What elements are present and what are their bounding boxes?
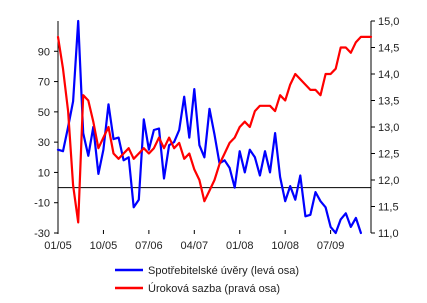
left-tick-label: 10 bbox=[37, 167, 50, 180]
legend bbox=[115, 265, 299, 295]
plot-area bbox=[34, 16, 399, 252]
left-tick-label: -10 bbox=[34, 197, 50, 210]
right-tick-label: 11,5 bbox=[378, 201, 399, 214]
x-tick-label: 07/09 bbox=[316, 240, 345, 252]
x-tick-label: 01/08 bbox=[225, 240, 254, 252]
x-tick-label: 04/07 bbox=[180, 240, 209, 252]
x-axis-ticks bbox=[44, 230, 344, 252]
right-tick-label: 13,5 bbox=[378, 95, 400, 108]
series-layer bbox=[58, 21, 371, 233]
x-tick-label: 01/05 bbox=[44, 240, 72, 252]
left-axis-ticks bbox=[34, 46, 58, 240]
legend-label: Spotřebitelské úvěry (levá osa) bbox=[148, 265, 300, 277]
right-tick-label: 14,5 bbox=[378, 42, 400, 55]
x-tick-label: 07/06 bbox=[135, 240, 163, 252]
series-line-consumer-loans bbox=[58, 21, 361, 233]
x-tick-label: 10/05 bbox=[89, 240, 118, 252]
left-tick-label: 30 bbox=[37, 137, 50, 150]
right-tick-label: 14,0 bbox=[378, 69, 400, 81]
left-tick-label: 90 bbox=[37, 46, 50, 59]
right-tick-label: 12,5 bbox=[378, 148, 400, 161]
right-axis-ticks bbox=[371, 16, 399, 240]
left-tick-label: -30 bbox=[34, 228, 50, 240]
left-tick-label: 50 bbox=[37, 106, 50, 119]
right-tick-label: 11,0 bbox=[378, 228, 399, 240]
x-tick-label: 10/08 bbox=[271, 240, 299, 252]
left-tick-label: 70 bbox=[37, 76, 50, 89]
right-tick-label: 15,0 bbox=[378, 16, 400, 28]
legend-label: Úroková sazba (pravá osa) bbox=[148, 283, 281, 295]
right-tick-label: 12,0 bbox=[378, 175, 400, 187]
right-tick-label: 13,0 bbox=[378, 122, 400, 134]
